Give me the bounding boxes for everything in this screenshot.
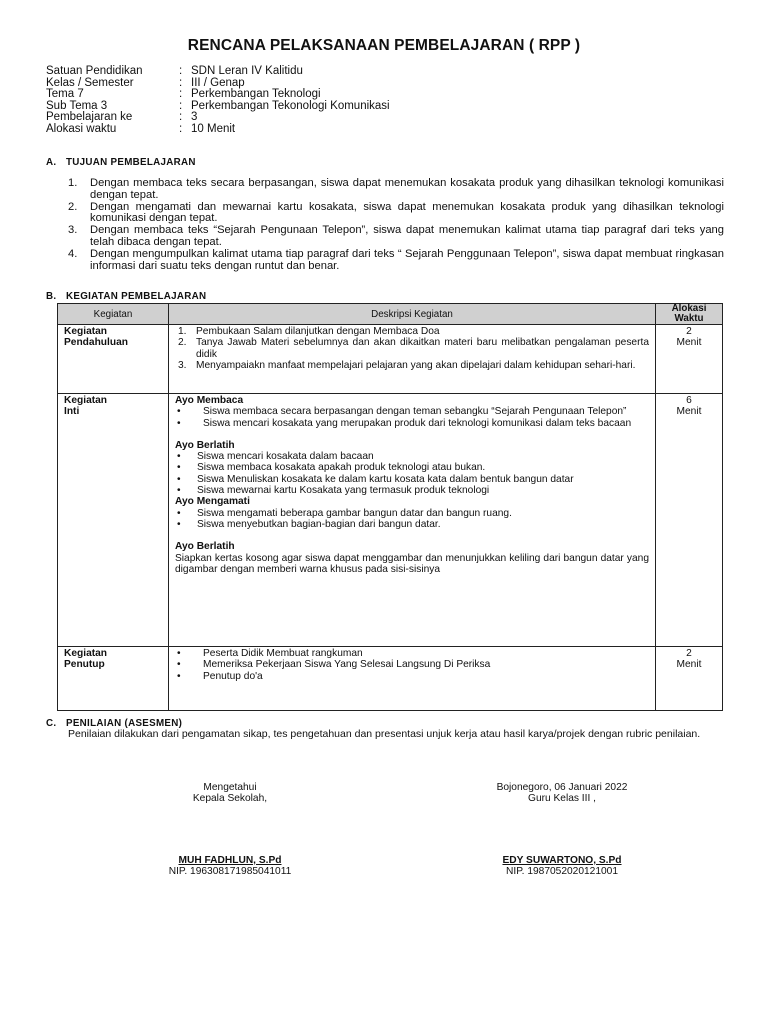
activity-description xyxy=(169,647,656,711)
subheading-ayo-berlatih: Ayo Berlatih xyxy=(175,439,235,451)
list-item: • Peserta Didik Membuat rangkuman xyxy=(177,648,363,659)
info-label: Satuan Pendidikan xyxy=(46,65,143,77)
list-item: • Penutup do'a xyxy=(177,670,263,682)
info-value: 3 xyxy=(191,111,198,124)
list-item: • Siswa menyebutkan bagian-bagian dari bangun datar. xyxy=(177,518,441,530)
activity-description xyxy=(169,325,656,394)
activity-name: Kegiatan Penutup xyxy=(58,647,169,711)
list-item: 3. Dengan membaca teks “Sejarah Pengunaan Telepon”, siswa dapat menemukan kalimat utama tiap paragraf dari teks yang telah dibaca dengan tepat. xyxy=(68,224,724,248)
list-item: • Siswa mewarnai kartu Kosakata yang termasuk produk teknologi xyxy=(177,485,490,497)
signature-right-name: EDY SUWARTONO, S.Pd NIP. 198705202012100​1 xyxy=(502,855,622,878)
table-row xyxy=(58,325,723,394)
subheading-ayo-berlatih-2: Ayo Berlatih xyxy=(175,541,235,553)
list-item: 4. Dengan mengumpulkan kalimat utama tiap paragraf dari teks “ Sejarah Penggunaan Telepon”, siswa dapat membuat ringkasan informasi dari suatu teks dengan runtut dan benar. xyxy=(68,247,724,272)
info-separator: : xyxy=(179,76,183,89)
list-item: • Memeriksa Pekerjaan Siswa Yang Selesai Langsung Di Periksa xyxy=(177,659,491,671)
bullet-list xyxy=(175,406,649,429)
table-header-row xyxy=(58,304,723,325)
activity-name: Kegiatan Pendahuluan xyxy=(58,325,169,394)
info-value: SDN Leran IV Kalitidu xyxy=(191,65,303,77)
info-value: 10 Menit xyxy=(191,122,236,135)
list-item: • Siswa Menuliskan kosakata ke dalam kartu kosata kata dalam bentuk bangun datar xyxy=(177,473,574,485)
list-item: • Siswa mengamati beberapa gambar bangun datar dan bangun ruang. xyxy=(177,507,512,519)
signature-left: Mengetahui Kepala Sekolah, xyxy=(192,782,268,805)
step-list xyxy=(175,326,649,371)
document-title: RENCANA PELAKSANAAN PEMBELAJARAN ( RPP ) xyxy=(187,37,581,54)
info-label: Tema 7 xyxy=(46,88,84,101)
list-item: • Siswa mencari kosakata yang merupakan produk dari teknologi komunikasi dalam teks bacaan xyxy=(177,417,632,429)
info-value: III / Genap xyxy=(191,76,245,89)
info-label: Alokasi waktu xyxy=(46,122,117,135)
table-row xyxy=(58,647,723,711)
bullet-list xyxy=(175,451,649,496)
activity-name: Kegiatan Inti xyxy=(58,394,169,647)
bullet-list xyxy=(175,508,649,531)
info-separator: : xyxy=(179,88,183,101)
identity-block xyxy=(46,66,390,136)
header-kegiatan: Kegiatan xyxy=(58,304,169,325)
bullet-list xyxy=(175,648,649,682)
signature-right: Bojonegoro, 06 Januari 2022 Guru Kelas III , xyxy=(496,782,628,805)
info-separator: : xyxy=(179,99,183,112)
info-label: Pembelajaran ke xyxy=(46,111,133,124)
activities-table xyxy=(57,303,723,711)
list-item: 2. Tanya Jawab Materi sebelumnya dan akan dikaitkan materi baru melibatkan pengalaman peserta didik xyxy=(178,337,649,360)
section-c-heading: C. PENILAIAN (ASESMEN) xyxy=(46,718,183,729)
subheading-ayo-membaca: Ayo Membaca xyxy=(175,395,244,406)
section-b-heading: B. KEGIATAN PEMBELAJARAN xyxy=(46,291,207,302)
list-item: 2. Dengan mengamati dan mewarnai kartu kosakata, siswa dapat menemukan kosakata produk yang dihasilkan teknologi komunikasi dengan tepat. xyxy=(68,200,724,225)
activity-description xyxy=(169,394,656,647)
list-item: 3. Menyampaiakn manfaat mempelajari pelajaran yang akan dipelajari dalam kehidupan sehari-hari. xyxy=(178,359,636,371)
info-row xyxy=(46,66,390,78)
info-separator: : xyxy=(179,65,183,77)
list-item: • Siswa mencari kosakata dalam bacaan xyxy=(177,451,374,463)
assessment-text: Penilaian dilakukan dari pengamatan sikap, tes pengetahuan dan presentasi unjuk kerja atau hasil karya/projek dengan rubric penilaian. xyxy=(68,728,701,740)
subheading-ayo-mengamati: Ayo Mengamati xyxy=(175,496,250,508)
info-value: Perkembangan Tekonologi Komunikasi xyxy=(191,99,390,112)
info-separator: : xyxy=(179,122,183,135)
list-item: • Siswa membaca secara berpasangan dengan teman sebangku “Sejarah Pengunaan Telepon” xyxy=(177,406,627,418)
list-item: 1. Pembukaan Salam dilanjutkan dengan Membaca Doa xyxy=(178,326,440,337)
list-item: • Siswa membaca kosakata apakah produk teknologi atau bukan. xyxy=(177,462,486,474)
info-separator: : xyxy=(179,111,183,124)
section-a-heading: A. TUJUAN PEMBELAJARAN xyxy=(46,157,196,168)
berlatih-instruction: Siapkan kertas kosong agar siswa dapat menggambar dan menunjukkan keliling dari bangun datar yang digambar dengan memberi warna khusus pada sisi-sisinya xyxy=(175,552,649,575)
info-row xyxy=(46,124,390,136)
activity-duration: 2 Menit xyxy=(656,325,723,394)
info-value: Perkembangan Teknologi xyxy=(191,88,321,101)
signature-left-name: MUH FADHLUN, S.Pd NIP. 196308171985041011 xyxy=(168,855,292,878)
objectives-list xyxy=(68,178,724,272)
info-label: Sub Tema 3 xyxy=(46,99,108,112)
activity-duration: 2 Menit xyxy=(656,647,723,711)
activity-duration: 6 Menit xyxy=(656,394,723,647)
info-label: Kelas / Semester xyxy=(46,76,134,89)
table-row xyxy=(58,394,723,647)
header-alokasi: Alokasi Waktu xyxy=(656,304,723,325)
header-deskripsi: Deskripsi Kegiatan xyxy=(169,304,656,325)
list-item: 1. Dengan membaca teks secara berpasangan, siswa dapat menemukan kosakata produk yang dihasilkan teknologi komunikasi dengan tepat. xyxy=(68,177,724,201)
